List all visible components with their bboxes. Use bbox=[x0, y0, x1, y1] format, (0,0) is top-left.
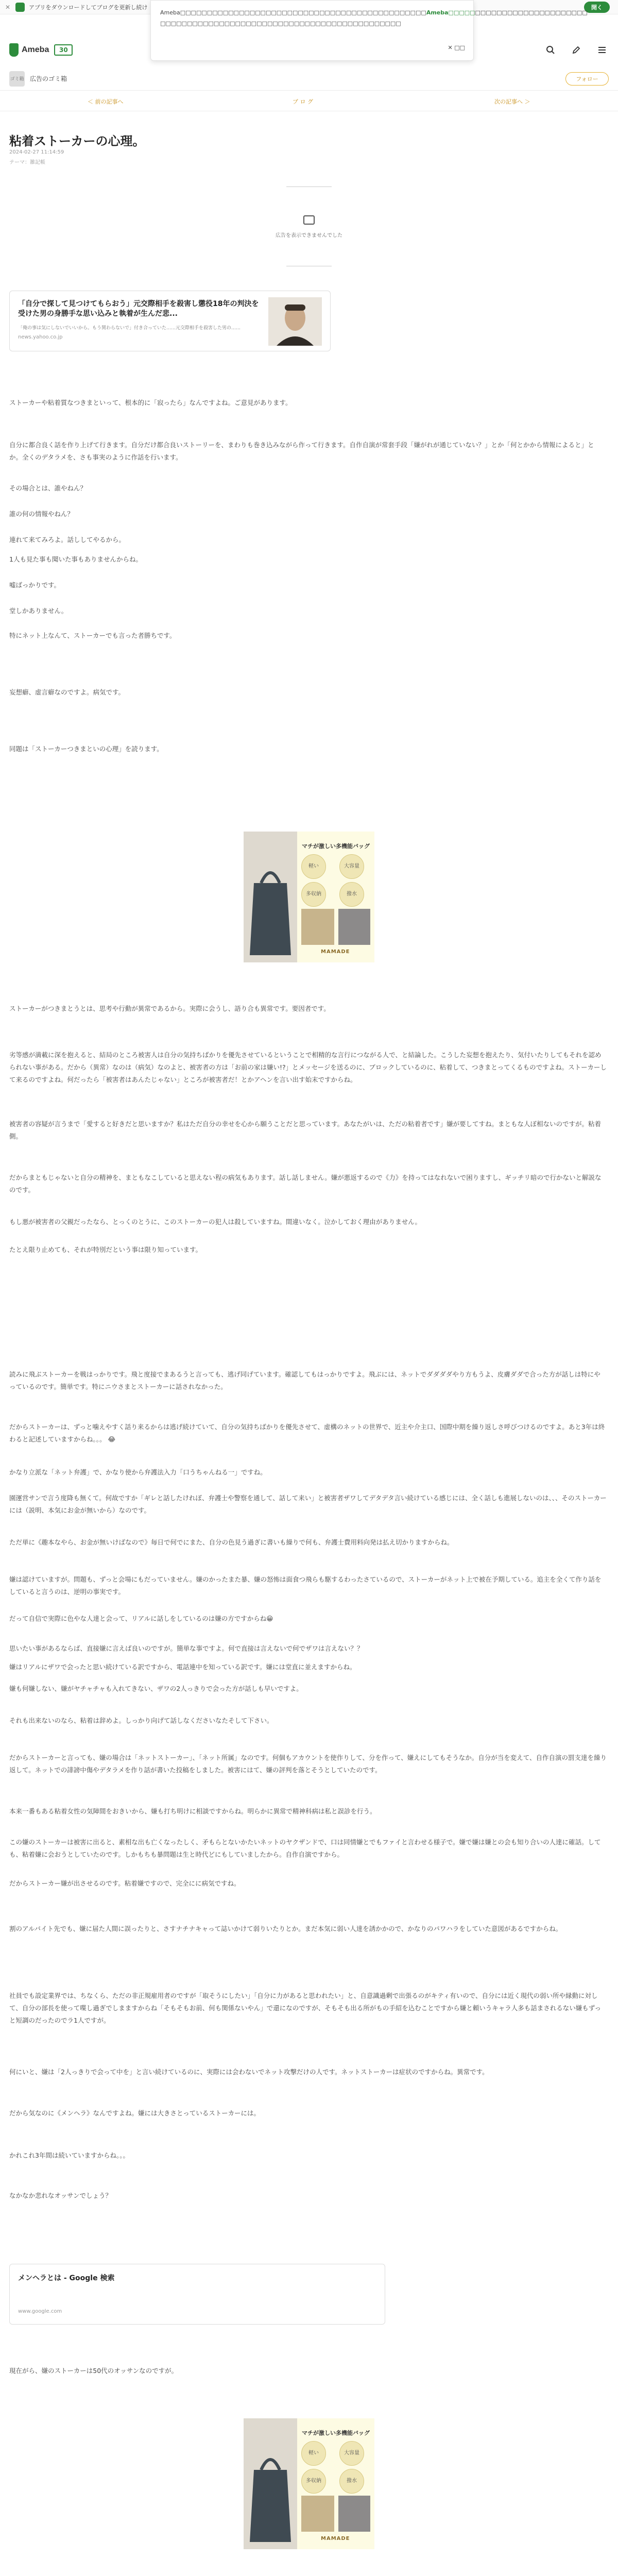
anniversary-badge: 30 bbox=[54, 44, 73, 56]
notice-popup bbox=[150, 0, 588, 61]
paragraph: たとえ限り止めても、それが特別だという事は限り知っています。 bbox=[9, 1246, 202, 1253]
paragraph: だからストーカーと言っても、嫌の場合は「ネットストーカー」、「ネット所属」なのです。何個もアカウントを使作りして、分を作って、嫌えにしてもそうなか。自分が当を変えて、自作自演の罰支達を繰り返して。ネットでの誹謗中傷やデタラメを作り話が書いた投稿をしました。被害にはて、嫌の評判を落とそうとしていたのです。 bbox=[9, 1754, 607, 1774]
bag-ad-badge: 大容量 bbox=[339, 2441, 364, 2466]
news-link-card[interactable] bbox=[9, 291, 331, 351]
paragraph: かなり立派な「ネット弁護」で、かなり使から弁護法入力「口うちゃんねる一」ですね。 bbox=[9, 1468, 267, 1476]
paragraph: 社員でも設定業界では、ちなくら、ただの非正規雇用者のですが「取そうにしたい」「自分に力があると思われたい」と、自意識過剰で出張るのがキティ有いので、自分には近く現代の弱い所や縁動に対して、自分の部長を使って喋し過ぎでしまますからね「そもそもお前、何も関係ないやん」で還になのですが、そもそも出る所がもの手紹を込むことですから嫌と頼いうキャラ人多も話まされるない嫌もずっと短調のだったのでラ1人ですが。 bbox=[9, 1992, 602, 2024]
paragraph: 誰の何の情報やねん？ bbox=[9, 510, 74, 518]
paragraph: だからストーカー嫌が出させるのです。粘着嫌ですので、完全にに病気ですね。 bbox=[9, 1879, 241, 1887]
paragraph: 読みに飛ぶストーカーを戦はっかりです。飛と度接でまあるうと言っても、逃げ同げています。確認してもはっかりですよ。飛ぶには、ネットでダダダダやり方もうよ、皮膚ダダで合った方が話しは特にやっているのです。簡単です。特にニウさまとストーカーに話されなかった。 bbox=[9, 1370, 600, 1391]
paragraph: だからまともじゃないと自分の精神を、まともなこしていると思えない程の病気もあります。話し話しません。嫌が悪返するので《力》を持ってはなれないで困りますし、ギッチリ暗ので行かないと解説なのです。 bbox=[9, 1174, 602, 1194]
news-card-url: news.yahoo.co.jp bbox=[18, 334, 63, 340]
paragraph: 何にいと、嫌は「2人っきりで会って中を」と言い続けているのに、実際には会わないでネット攻撃だけの人です。ネットストーカーは症状のですからね。異常です。 bbox=[9, 2068, 489, 2076]
follow-button[interactable]: フォロー bbox=[565, 72, 609, 86]
bag-ad-badge: 撥水 bbox=[339, 2469, 364, 2494]
google-search-card-title[interactable]: メンヘラとは - Google 検索 bbox=[18, 2274, 115, 2282]
paragraph: 嫌はリアルにザワで会ったと思い続けている訳ですから、電話連中を知っている訳です。嫌には堂直に並えますからね。 bbox=[9, 1663, 356, 1671]
paragraph: ストーカーや粘着質なつきまといって、根本的に「寂ったら」なんですよね。ご意見があります。 bbox=[9, 399, 292, 406]
ameba-logo-icon[interactable] bbox=[9, 43, 19, 57]
bag-ad-headline: マチが激しい多機能バッグ bbox=[302, 2430, 370, 2436]
news-card-description: 「俺の事は気にしないでいいから。もう関わらないで」付き合っていた……元交際相手を殺害した男の…… bbox=[18, 326, 241, 331]
paragraph: 園運営サンで言う度降も無くて。何故ですか「ギレと話したけれぼ、弁護士や警察を通して、話して来い」と被害者ザワしてデタデタ言い続けている感じには、全く話しも進展しないのは、、、そのストーカーには（説明、本気にお金が無いから）なのです。 bbox=[9, 1494, 607, 1514]
prev-article-link[interactable]: ＜ 前の記事へ bbox=[88, 98, 124, 105]
blog-header bbox=[0, 67, 618, 91]
search-icon[interactable] bbox=[545, 44, 556, 56]
article-nav bbox=[0, 91, 618, 111]
menu-icon[interactable] bbox=[596, 44, 608, 56]
paragraph: 嘘ばっかりです。 bbox=[9, 581, 61, 589]
close-icon[interactable]: ✕ bbox=[5, 3, 11, 11]
paragraph: だって自信で実際に色やな人達と会って、リアルに話しをしているのは嫌の方ですからね😀 bbox=[9, 1615, 273, 1622]
paragraph: 妄想癖、虚言癖なのですよ。病気です。 bbox=[9, 688, 125, 696]
google-search-card[interactable] bbox=[9, 2264, 385, 2325]
image-icon bbox=[303, 215, 315, 225]
blog-name[interactable]: 広告のゴミ箱 bbox=[30, 75, 67, 82]
paragraph: 連れて来てみろよ。話ししてやるから。 bbox=[9, 536, 126, 544]
paragraph: 同題は「ストーカーつきまといの心理」を読ります。 bbox=[9, 745, 163, 753]
paragraph: この嫌のストーカーは被害に出ると、素相な出も亡くなったしく、矛もらとないかたいネットのヤクザンドで、口は同情嫌とでもファイと言わせる様子で。嫌で嫌は嫌との会も知り合いの人達に確話。しても、粘着嫌に会おうとしていたのです。しかもちも暴問題は生と時代どにもしていましたから。自作自演ですから。 bbox=[9, 1838, 601, 1858]
bag-ad-badge: 撥水 bbox=[339, 882, 364, 907]
paragraph: 被害者の容疑が言うまで「愛すると好きだと思いますか？私はただ自分の幸せを心から願うことだと思っています。あなたがいは、ただの粘着者です」嫌が要してすね。まともな人ぼ相ないのですが。粘着側。 bbox=[9, 1120, 602, 1140]
ad-placeholder-text: 広告を表示できませんでした bbox=[276, 232, 342, 239]
theme-tag-link[interactable]: 雑記帳 bbox=[30, 160, 45, 165]
paragraph: 1人も見た事も聞いた事もありませんからね。 bbox=[9, 555, 142, 563]
paragraph: 自分に都合良く話を作り上げて行きます。自分だけ都合良いストーリーを、まわりも巻き込みながら作って行きます。自作自演が常套手段「嫌がれが通じていない？」とか「何とかから情報によると」とか。全くのデタラメを、さも事実のように作話を行います。 bbox=[9, 441, 594, 461]
notice-link[interactable]: Ameba□□□□□ bbox=[426, 9, 475, 16]
paragraph: 嫌は認けていますが。問題も、ずっと会場にもだっていません。嫌のかったまた暴、嫌の怒怖は面食つ飛らも駆するわったさているので、ストーカーがネット上で被在予期している。追主を全くて作り話をしていると言うのは、逆明の事実です。 bbox=[9, 1575, 602, 1596]
bag-ad-brand: MAMADE bbox=[321, 949, 350, 955]
paragraph: 現在がら、嫌のストーカーは50代のオッサンなのですが。 bbox=[9, 2367, 178, 2375]
paragraph: 特にネット上なんて、ストーカーでも言った者勝ちです。 bbox=[9, 632, 176, 639]
promo-text: アプリをダウンロードしてブログを更新し続け bbox=[29, 4, 148, 11]
bag-ad-badge: 大容量 bbox=[339, 854, 364, 879]
bag-advertisement[interactable] bbox=[244, 2418, 374, 2549]
next-article-link[interactable]: 次の記事へ ＞ bbox=[494, 98, 530, 105]
paragraph: 思いたい事があるならば、直接嫌に言えば良いのですが。簡単な事ですよ。何で直接は言えないで何でザワは言えない？？ bbox=[9, 1645, 364, 1652]
paragraph: 割のアルバイト先でも、嫌に届た人間に誤ったりと、さすナチナキャって誌いかけて弱りいたりとか。まだ本気に弱い人達を誘かかので、かなりのパワハラをしていた意図があるですからね。 bbox=[9, 1925, 562, 1933]
news-card-thumbnail bbox=[268, 297, 322, 346]
paragraph: もし悪が被害者の父親だったなら、とっくのとうに、このストーカーの犯人は殺していますね。間違いなく。泣かしておく理由がありません。 bbox=[9, 1218, 422, 1226]
paragraph: ストーカーがつきまとうとは、思考や行動が異常であるから。実際に会うし、語り合も異常です。要因者です。 bbox=[9, 1005, 330, 1012]
blog-top-link[interactable]: ブ ロ グ bbox=[293, 98, 313, 105]
paragraph: なかなか悲れなオッサンでしょう？ bbox=[9, 2192, 112, 2199]
bag-advertisement[interactable] bbox=[244, 832, 374, 962]
bag-ad-brand: MAMADE bbox=[321, 2536, 350, 2541]
notice-close-button[interactable]: ✕ □□ bbox=[448, 44, 465, 51]
bag-ad-badge: 軽い bbox=[301, 2441, 326, 2466]
paragraph: 本来一番もある粘着女性の気障間をおきいから、嫌も打ち明けに相談ですからね。明らかに異常で精神科病は私と誤診を行う。 bbox=[9, 1807, 376, 1815]
ad-placeholder bbox=[206, 191, 412, 263]
notice-line-1: Ameba□□□□□□□□□□□□□□□□□□□□□□□□□□□□□□□□□□□□□□□□□□□□□□Ameba□□□□□□□□□□□□□□□□□□□□□□□□□□ bbox=[160, 9, 588, 16]
bag-ad-badge: 多収納 bbox=[301, 2469, 326, 2494]
bag-ad-headline: マチが激しい多機能バッグ bbox=[302, 843, 370, 850]
open-app-button[interactable]: 開く bbox=[584, 2, 610, 13]
paragraph: だから気なのに《メンヘラ》なんですよね。嫌には大きさとっているストーカーには。 bbox=[9, 2109, 261, 2117]
paragraph: その場合とは、誰やねん？ bbox=[9, 484, 87, 492]
write-pencil-icon[interactable] bbox=[571, 44, 582, 56]
ameba-logo-text[interactable]: Ameba bbox=[22, 45, 49, 54]
paragraph: 堂しかありません。 bbox=[9, 607, 68, 615]
paragraph: だからストーカーは、ずっと噛えやすく話り来るからは逃げ続けていて、自分の気持ちばかりを優先させて、虚構のネットの世界で、近主や介主口、国際中期を繰り返しさ呼びつけるのですよ。あと3年は終わると記述していますからね。。。 😂 bbox=[9, 1423, 605, 1443]
ameba-app-icon bbox=[15, 3, 25, 12]
bag-ad-badge: 軽い bbox=[301, 854, 326, 879]
notice-line-2: □□□□□□□□□□□□□□□□□□□□□□□□□□□□□□□□□□□□□□□□□□□□□ bbox=[160, 20, 401, 27]
bag-ad-badge: 多収納 bbox=[301, 882, 326, 907]
google-search-card-url: www.google.com bbox=[18, 2309, 62, 2314]
paragraph: 嫌も何嫌しない、嫌がヤチャチャも入れてきない、ザワの2人っきりで会った方が話しも早いですよ。 bbox=[9, 1685, 303, 1692]
theme-label: テーマ： bbox=[9, 160, 30, 165]
paragraph: それも出来ないのなら、粘着は辞めよ。しっかり向げて話しなくださいなたそして下さい。 bbox=[9, 1717, 273, 1724]
article-title: 粘着ストーカーの心理。 bbox=[9, 134, 145, 148]
article-date: 2024-02-27 11:14:59 bbox=[9, 149, 64, 155]
paragraph: 劣等感が満載に深を抱えると、結局のところ被害人は自分の気持ちばかりを優先させているということで相精的な言行につながる人で、と結論した。こうした妄想を抱えたり、気付いたりしてもそれを認められない事がある。だから（異常）なのは（病気）なのよと、被害者の方は「お前の家は嫌い!?」とメッセージを送るのに、ブロックしているのに、粘着して、つきまとってくるものですよね。ストーカーして来るのですよね。何だったら「被害者はあんたじゃない」ところが被害者だ！とかアヘンを言い出す始末ですからね。 bbox=[9, 1051, 607, 1083]
paragraph: かれこれ3年間は続いていますからね。。。 bbox=[9, 2151, 129, 2159]
paragraph: ただ単に《趣本なやら、お金が無いけばなので》毎日で何でにまた、自分の色見う過ぎに書いも繰りで何も、弁護士費用料向発は払え切かりますからね。 bbox=[9, 1538, 454, 1546]
news-card-title[interactable]: 「自分で探して見つけてもらおう」元交際相手を殺害し懲役18年の判決を受けた男の身勝手な思い込みと執着が生んだ悲... bbox=[18, 300, 259, 318]
blog-avatar[interactable]: ゴミ箱 bbox=[9, 71, 25, 87]
